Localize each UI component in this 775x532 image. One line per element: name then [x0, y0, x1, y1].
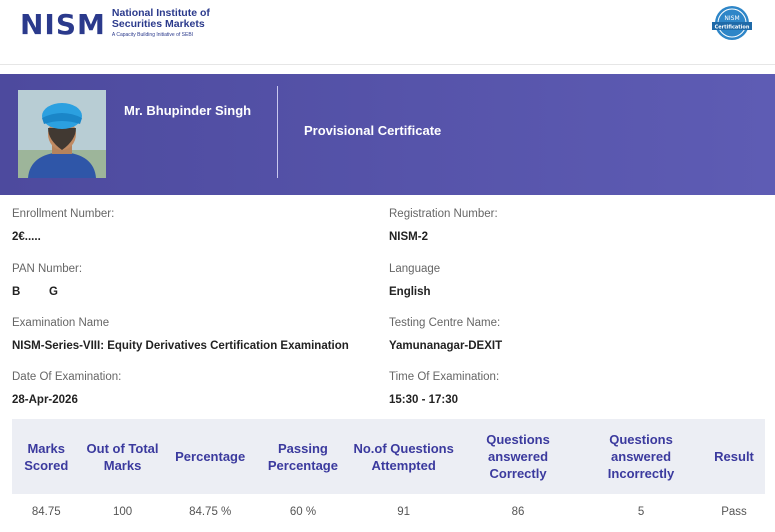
percentage-value: 84.75 %	[189, 506, 232, 518]
certificate-banner	[0, 74, 775, 195]
certificate-type: Provisional Certificate	[304, 123, 442, 138]
results-header-row	[12, 419, 765, 494]
header-answered-correctly: Questions answered Correctly	[486, 432, 550, 481]
candidate-photo	[18, 90, 106, 178]
header-passing-percentage: Passing Percentage	[267, 440, 338, 473]
marks-scored-value: 84.75	[31, 506, 61, 518]
candidate-name: Mr. Bhupinder Singh	[124, 103, 252, 118]
results-table	[12, 419, 765, 530]
seal-text-bottom: Certification	[714, 24, 750, 31]
time-label: Time Of Examination:	[389, 371, 500, 383]
enrollment-number	[12, 208, 114, 243]
seal-text-top: NISM	[724, 15, 740, 22]
centre-value: Yamunanagar-DEXIT	[389, 340, 503, 352]
registration-number	[389, 208, 498, 243]
language-label: Language	[389, 263, 441, 275]
registration-value: NISM-2	[389, 231, 428, 243]
header-result: Result	[714, 449, 754, 464]
questions-attempted-value: 91	[397, 506, 411, 518]
enrollment-value: 2€.....	[12, 231, 41, 243]
enrollment-label: Enrollment Number:	[12, 208, 115, 220]
pan-number	[12, 263, 82, 298]
registration-label: Registration Number:	[389, 208, 498, 220]
certification-seal-icon	[708, 4, 756, 42]
exam-name-value: NISM-Series-VIII: Equity Derivatives Certification Examination	[12, 340, 349, 352]
header-marks-scored: Marks Scored	[24, 440, 69, 473]
header-answered-incorrectly: Questions answered Incorrectly	[607, 432, 675, 481]
passing-percentage-value: 60 %	[289, 506, 317, 518]
result-value: Pass	[721, 506, 747, 518]
banner-divider	[277, 86, 278, 178]
pan-value: B G	[12, 286, 59, 298]
logo-line-1: National Institute of	[111, 6, 210, 19]
testing-centre	[389, 317, 502, 352]
language	[389, 263, 440, 298]
examination-time	[389, 371, 499, 406]
logo-mark: NISM	[20, 7, 106, 41]
logo-line-3: A Capacity Building Initiative of SEBI	[111, 31, 194, 38]
date-label: Date Of Examination:	[12, 371, 122, 383]
header-total-marks: Out of Total Marks	[86, 440, 159, 473]
answered-incorrectly-value: 5	[637, 506, 645, 518]
header-questions-attempted: No.of Questions Attempted	[353, 440, 454, 473]
logo-line-2: Securities Markets	[111, 17, 205, 30]
pan-label: PAN Number:	[12, 263, 83, 275]
date-value: 28-Apr-2026	[12, 394, 78, 406]
examination-date	[12, 371, 121, 406]
answered-correctly-value: 86	[511, 506, 525, 518]
top-header	[0, 0, 775, 65]
results-table-wrapper	[12, 419, 765, 530]
language-value: English	[389, 286, 431, 298]
examination-name	[12, 317, 349, 352]
total-marks-value: 100	[112, 506, 133, 518]
header-percentage: Percentage	[175, 449, 246, 464]
centre-label: Testing Centre Name:	[389, 317, 501, 329]
exam-name-label: Examination Name	[12, 317, 110, 329]
time-value: 15:30 - 17:30	[389, 394, 459, 406]
results-row	[12, 494, 765, 530]
candidate-avatar-icon	[18, 90, 106, 178]
nism-logo[interactable]	[20, 7, 210, 41]
logo-text	[112, 8, 210, 41]
